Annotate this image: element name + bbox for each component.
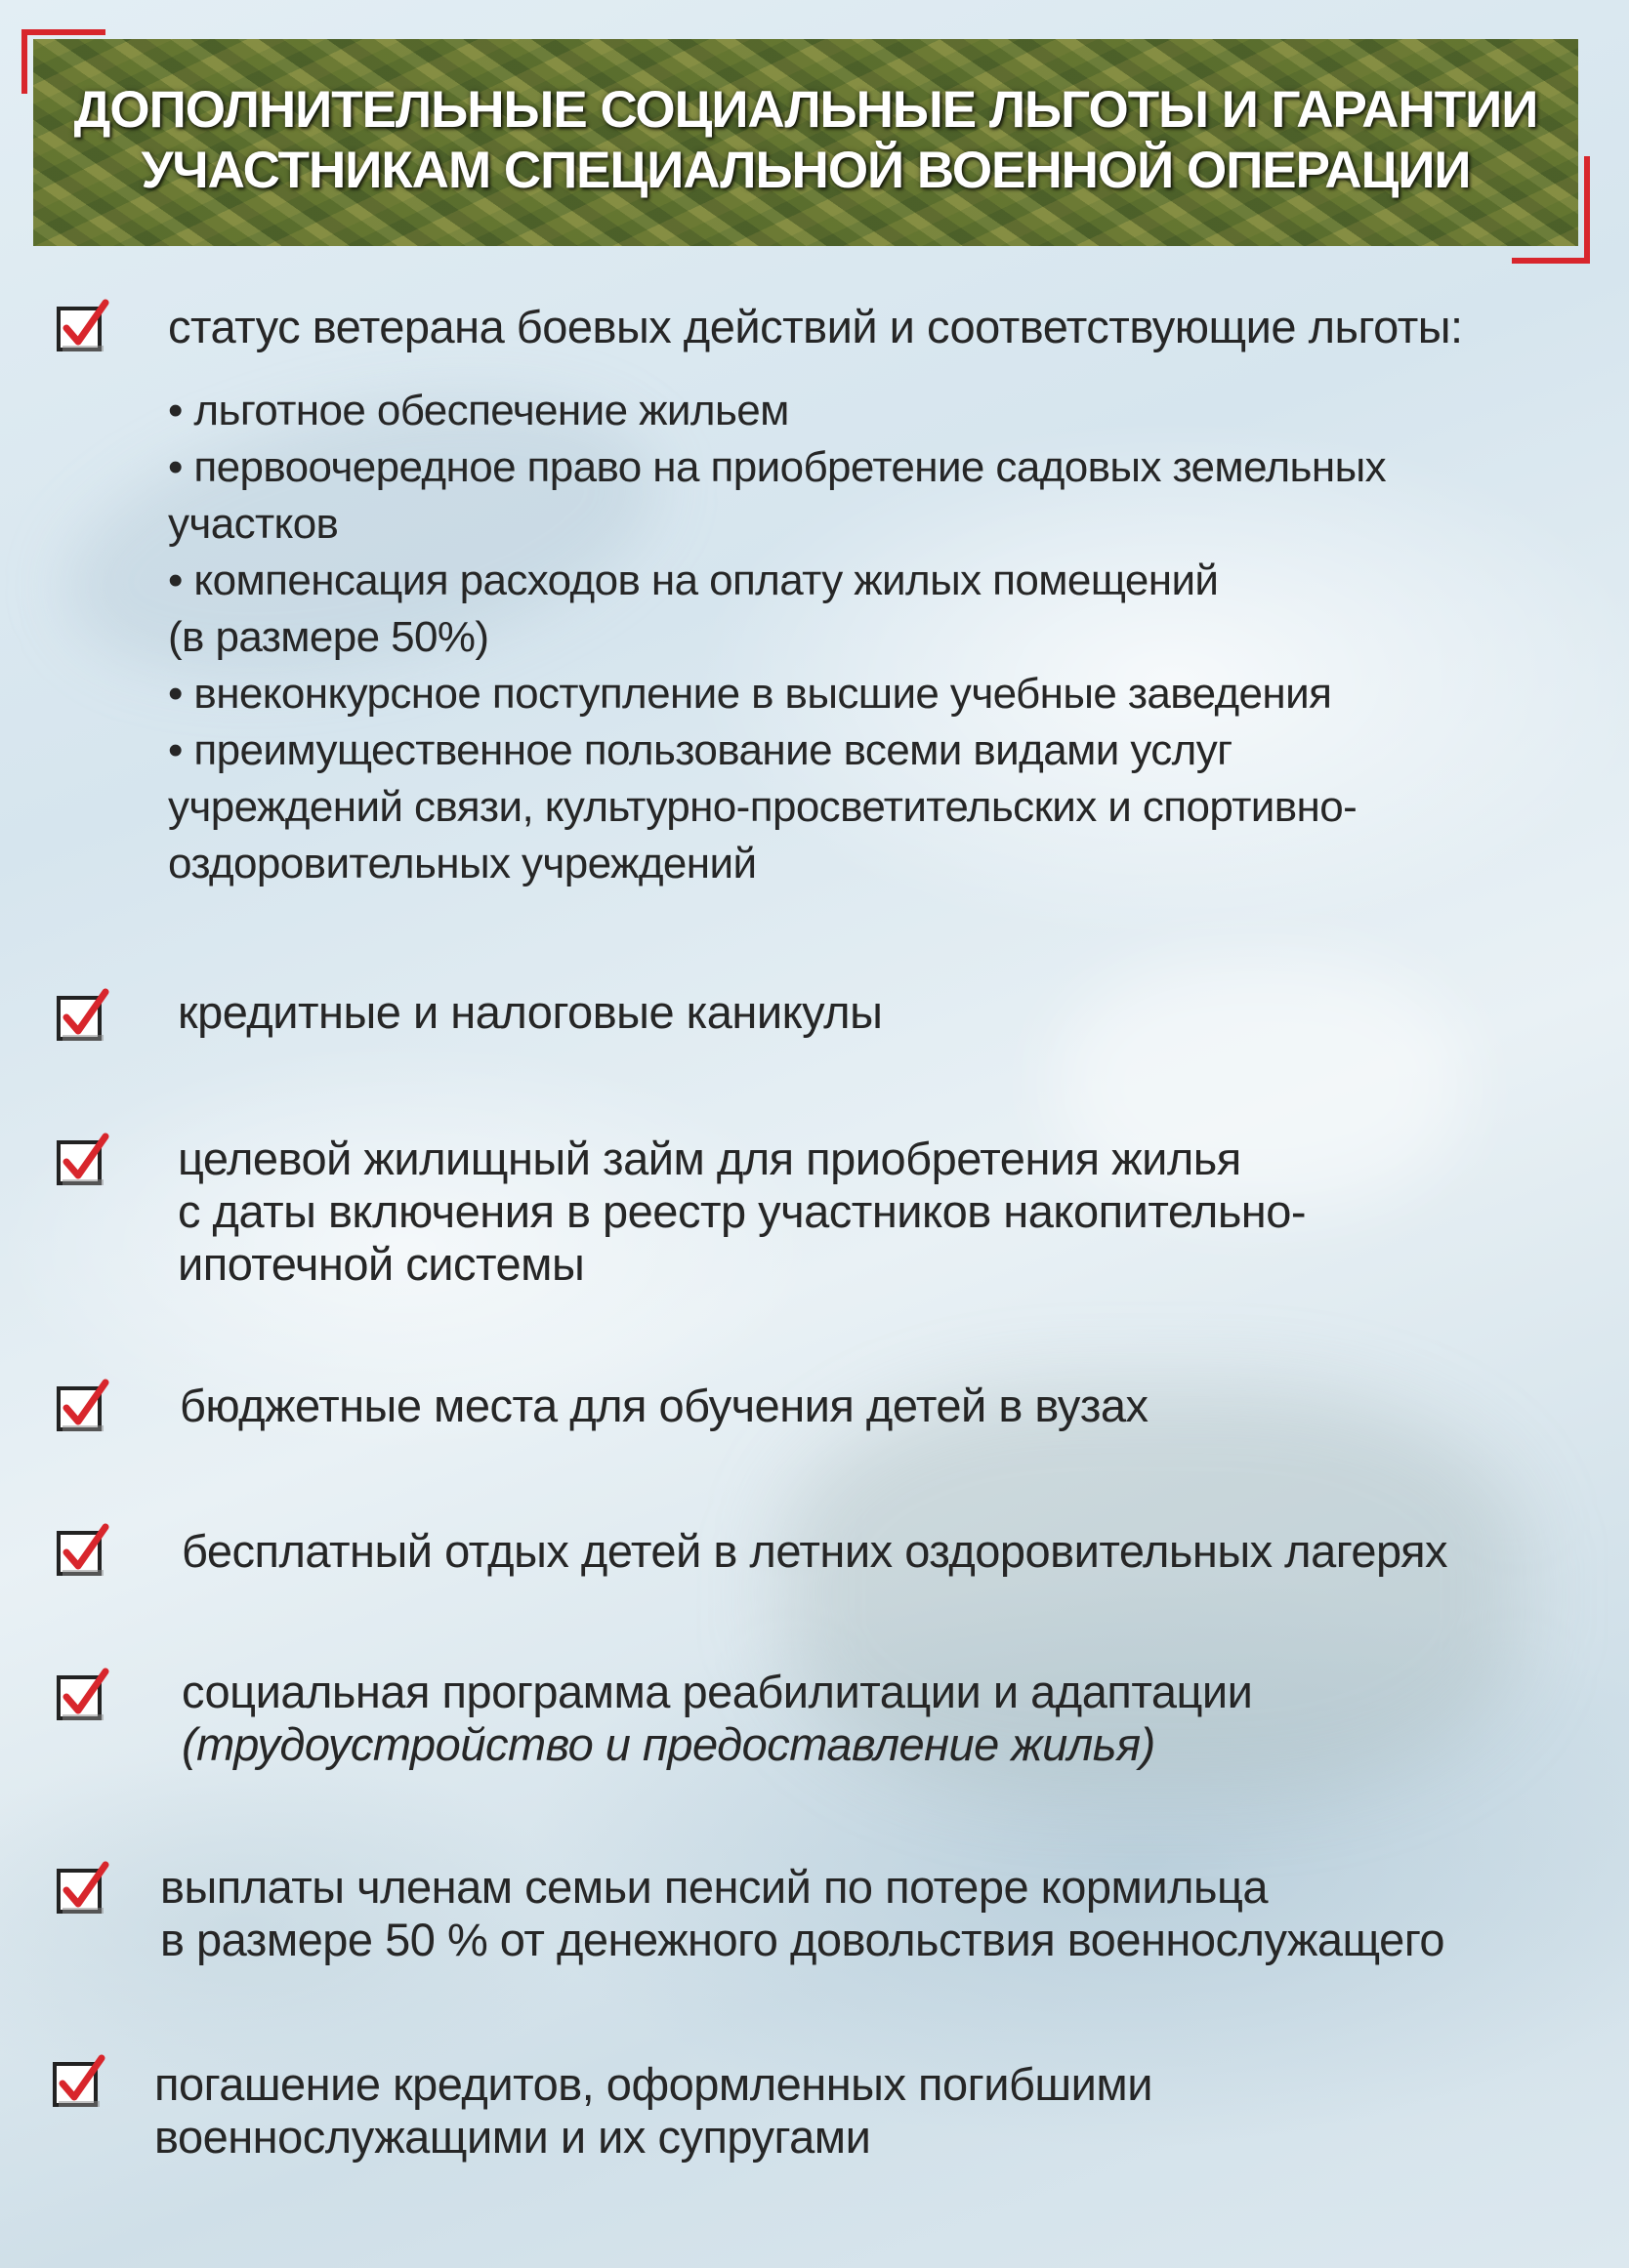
checkbox-checked-icon bbox=[57, 1523, 107, 1574]
item-text: кредитные и налоговые каникулы bbox=[178, 986, 883, 1038]
sublist-item: • преимущественное пользование всеми видами услуг bbox=[168, 726, 1232, 774]
item-text: бюджетные места для обучения детей в вузах bbox=[180, 1380, 1149, 1431]
item-text: с даты включения в реестр участников накопительно- bbox=[178, 1185, 1307, 1237]
sublist-item: (в размере 50%) bbox=[168, 613, 489, 661]
page-title bbox=[33, 80, 1578, 201]
item-text: выплаты членам семьи пенсий по потере кормильца bbox=[160, 1861, 1269, 1913]
sublist-item: учреждений связи, культурно-просветительских и спортивно- bbox=[168, 783, 1358, 831]
sublist-item: участков bbox=[168, 500, 339, 548]
item-text: статус ветерана боевых действий и соответствующие льготы: bbox=[168, 301, 1463, 352]
item-text: бесплатный отдых детей в летних оздоровительных лагерях bbox=[182, 1525, 1448, 1577]
checkbox-checked-icon bbox=[57, 1861, 107, 1912]
sublist-item: • льготное обеспечение жильем bbox=[168, 387, 789, 434]
sublist-item: • внеконкурсное поступление в высшие учебные заведения bbox=[168, 670, 1332, 718]
page-title-line: ДОПОЛНИТЕЛЬНЫЕ СОЦИАЛЬНЫЕ ЛЬГОТЫ И ГАРАНТИИ bbox=[73, 81, 1538, 139]
sublist-item: • компенсация расходов на оплату жилых помещений bbox=[168, 557, 1219, 604]
item-text: в размере 50 % от денежного довольствия военнослужащего bbox=[160, 1914, 1445, 1965]
sublist-item: • первоочередное право на приобретение садовых земельных bbox=[168, 443, 1386, 491]
item-text: ипотечной системы bbox=[178, 1238, 585, 1290]
page-title-line: УЧАСТНИКАМ СПЕЦИАЛЬНОЙ ВОЕННОЙ ОПЕРАЦИИ bbox=[141, 142, 1471, 199]
checkbox-checked-icon bbox=[53, 2054, 104, 2105]
checkbox-checked-icon bbox=[57, 1379, 107, 1429]
checkbox-checked-icon bbox=[57, 299, 107, 350]
item-note: (трудоустройство и предоставление жилья) bbox=[182, 1718, 1155, 1770]
item-text: военнослужащими и их супругами bbox=[154, 2111, 871, 2163]
item-text: социальная программа реабилитации и адаптации bbox=[182, 1666, 1253, 1717]
item-text: целевой жилищный займ для приобретения жилья bbox=[178, 1133, 1241, 1184]
checkbox-checked-icon bbox=[57, 1133, 107, 1183]
sublist-item: оздоровительных учреждений bbox=[168, 840, 757, 887]
item-text: погашение кредитов, оформленных погибшими bbox=[154, 2058, 1152, 2110]
checkbox-checked-icon bbox=[57, 1668, 107, 1718]
checkbox-checked-icon bbox=[57, 988, 107, 1039]
benefits-sublist bbox=[168, 383, 1386, 892]
